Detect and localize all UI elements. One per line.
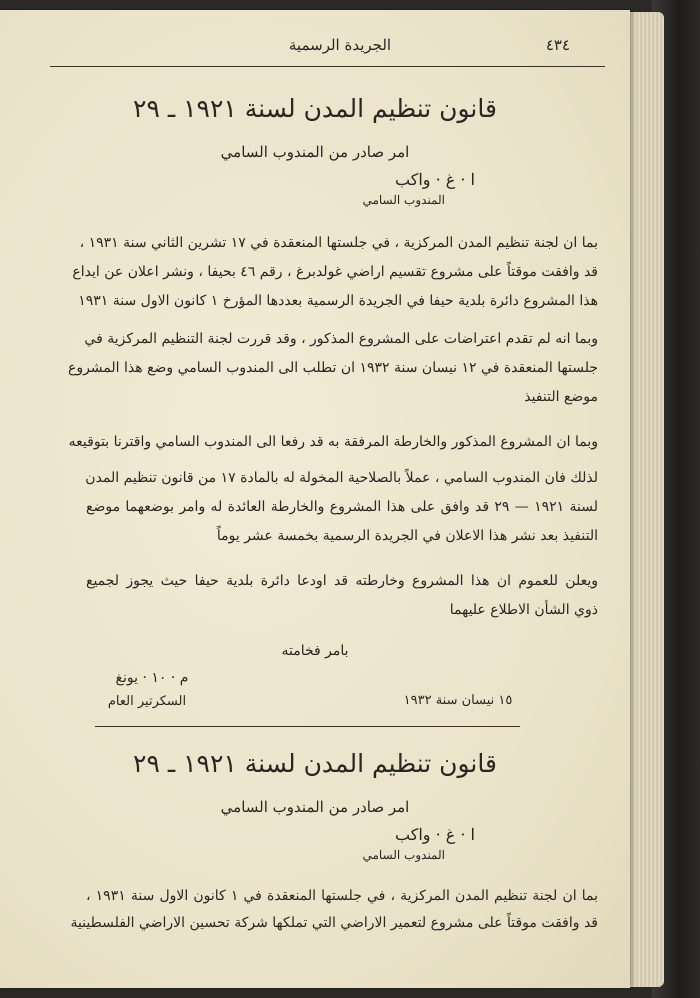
notice2-signatory-title: المندوب السامي [362, 848, 445, 862]
notice1-line: وبما انه لم تقدم اعتراضات على المشروع المذكور ، وقد قررت لجنة التنظيم المركزية في [84, 331, 598, 347]
notice1-title: قانون تنظيم المدن لسنة ١٩٢١ ـ ٢٩ [133, 94, 497, 123]
header-rule [50, 66, 605, 67]
notice1-secretary-name: م · ١٠ · يونغ [115, 670, 189, 686]
page-number: ٤٣٤ [545, 36, 570, 54]
notice2-line: بما ان لجنة تنظيم المدن المركزية ، في جلستها المنعقدة في ١ كانون الاول سنة ١٩٣١ ، [86, 888, 598, 904]
running-header-title: الجريدة الرسمية [288, 36, 392, 54]
notice1-by-order: بامر فخامته [281, 643, 349, 659]
notice1-order-line: امر صادر من المندوب السامي [220, 143, 410, 161]
notice1-date: ١٥ نيسان سنة ١٩٣٢ [403, 693, 513, 708]
notice1-signatory-title: المندوب السامي [362, 193, 445, 207]
notice1-line: ذوي الشأن الاطلاع عليهما [449, 602, 598, 618]
notice1-secretary-title: السكرتير العام [107, 694, 187, 709]
notice2-signatory-name: ا · غ · واكب [394, 825, 475, 844]
section-divider [95, 726, 520, 727]
notice2-line: قد وافقت موقتاً على مشروع لتعمير الاراضي التي تملكها شركة تحسين الاراضي الفلسطينية [70, 915, 598, 931]
notice1-line: لسنة ١٩٢١ — ٢٩ قد وافق على هذا المشروع والخارطة العائدة له وامر بوضعهما موضع [86, 499, 598, 515]
notice1-line: بما ان لجنة تنظيم المدن المركزية ، في جلستها المنعقدة في ١٧ تشرين الثاني سنة ١٩٣١ ، [79, 235, 598, 251]
notice1-line: وبما ان المشروع المذكور والخارطة المرفقة به قد رفعا الى المندوب السامي واقترنا بتوقيعه [68, 434, 598, 450]
notice1-signatory-name: ا · غ · واكب [394, 170, 475, 189]
notice2-title: قانون تنظيم المدن لسنة ١٩٢١ ـ ٢٩ [133, 749, 497, 778]
notice2-order-line: امر صادر من المندوب السامي [220, 798, 410, 816]
notice1-line: جلستها المنعقدة في ١٢ نيسان سنة ١٩٣٢ ان تطلب الى المندوب السامي وضع هذا المشروع [67, 360, 598, 376]
notice1-line: هذا المشروع دائرة بلدية حيفا في الجريدة الرسمية بعددها المؤرخ ١ كانون الاول سنة ١٩٣١ [78, 293, 598, 309]
notice1-line: ويعلن للعموم ان هذا المشروع وخارطته قد اودعا دائرة بلدية حيفا حيث يجوز لجميع [86, 573, 598, 589]
notice1-line: لذلك فان المندوب السامي ، عملاً بالصلاحية المخولة له بالمادة ١٧ من قانون تنظيم المدن [85, 470, 598, 486]
gazette-page [0, 10, 630, 988]
notice1-line: قد وافقت موقتاً على مشروع تقسيم اراضي غولدبرغ ، رقم ٤٦ بحيفا ، ونشر اعلان عن ايداع [72, 264, 598, 280]
notice1-line: التنفيذ بعد نشر هذا الاعلان في الجريدة الرسمية بخمسة عشر يوماً [216, 528, 598, 544]
notice1-line: موضع التنفيذ [524, 389, 598, 405]
